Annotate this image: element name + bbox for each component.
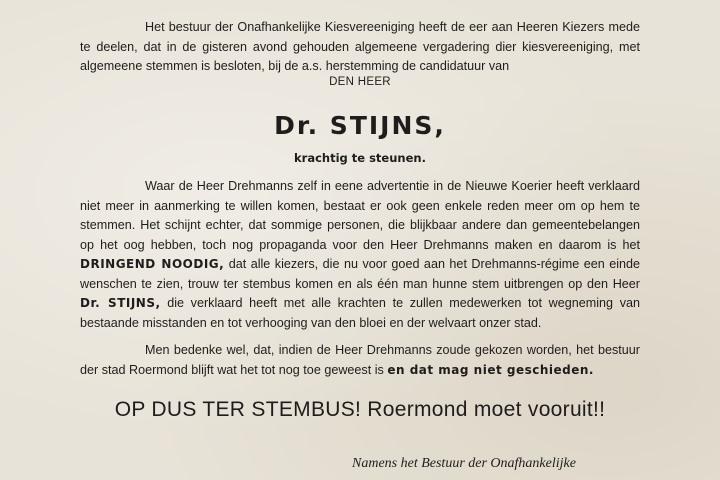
warning-text: Men bedenke wel, dat, indien de Heer Drehmanns zoude gekozen worden, het bestuur der stad Roermond blijft wat het tot nog toe geweest is <box>80 343 640 377</box>
warning-emphasis: en dat mag niet geschieden. <box>387 362 594 377</box>
candidate-emphasis: Dr. STIJNS, <box>80 296 161 310</box>
argument-text-2: dat alle kiezers, die nu voor goed aan het Drehmanns-régime een einde wenschen te zien, trouw ter stembus komen en als één man hunne stem uitbrengen op den Heer <box>80 257 641 291</box>
urgent-emphasis: DRINGEND NOODIG, <box>80 257 225 271</box>
intro-paragraph: Het bestuur der Onafhankelijke Kiesvereeniging heeft de eer aan Heeren Kiezers mede te deelen, dat in de gisteren avond gehouden algemeene vergadering dier kiesvereeniging, met algemeene stemmen is besloten, bij de a.s. herstemming de candidatuur van <box>80 20 640 73</box>
den-heer-label: DEN HEER <box>329 76 391 88</box>
argument-paragraph <box>80 177 640 333</box>
support-line: krachtig te steunen. <box>294 151 426 165</box>
slogan-headline: OP DUS TER STEMBUS! Roermond moet vooruit!! <box>114 398 606 421</box>
warning-paragraph <box>80 341 640 380</box>
argument-text-3: die verklaard heeft met alle krachten te zullen medewerken tot wegneming van bestaande misstanden en tot verhooging van den bloei en der welvaart onzer stad. <box>80 296 641 330</box>
argument-text-1: Waar de Heer Drehmanns zelf in eene advertentie in de Nieuwe Koerier heeft verklaard niet meer in aanmerking te willen komen, bestaat er ook geen enkele reden meer om op hem te stemmen. Het schijnt echter, dat sommige personen, die blijkbaar andere dan gemeentebelangen op het oog hebben, toch nog propaganda voor den Heer Drehmanns maken en daarom is het <box>80 179 640 252</box>
signature-line: Namens het Bestuur der Onafhankelijke <box>352 456 576 471</box>
candidate-name: Dr. STIJNS, <box>274 111 446 140</box>
